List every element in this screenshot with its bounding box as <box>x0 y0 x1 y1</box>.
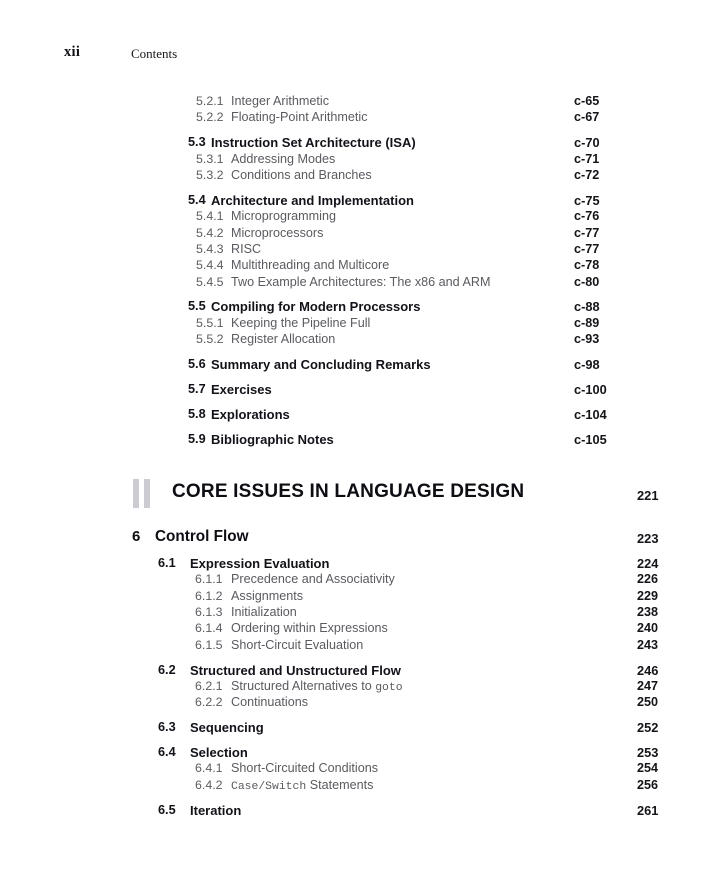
entry-number: 6.1 <box>158 556 176 570</box>
toc-subsection-row[interactable] <box>0 242 721 258</box>
entry-title: Summary and Concluding Remarks <box>211 356 431 372</box>
entry-title: Structured Alternatives to goto <box>231 679 403 694</box>
chapter-number: 6 <box>132 528 141 545</box>
toc-section-row[interactable] <box>0 299 721 315</box>
entry-title: Case/Switch Statements <box>231 777 374 793</box>
toc-section-row[interactable] <box>0 432 721 448</box>
entry-number: 5.3 <box>188 135 206 150</box>
entry-number: 5.2.2 <box>196 110 224 125</box>
toc-section-row[interactable] <box>0 135 721 151</box>
entry-number: 5.3.2 <box>196 167 224 182</box>
toc-subsection-row[interactable] <box>0 605 721 621</box>
entry-page-number: 226 <box>637 572 659 587</box>
entry-title: Precedence and Associativity <box>231 572 395 587</box>
entry-title: Selection <box>190 745 248 761</box>
toc-subsection-row[interactable] <box>0 226 721 242</box>
entry-page-number: c-77 <box>574 241 600 256</box>
entry-page-number: 252 <box>637 720 659 736</box>
entry-page-number: 253 <box>637 745 659 761</box>
toc-section-row[interactable] <box>0 382 721 398</box>
entry-title: Integer Arithmetic <box>231 94 329 108</box>
toc-section-row[interactable] <box>0 556 721 572</box>
entry-title: Two Example Architectures: The x86 and ARM <box>231 274 491 289</box>
chapter-heading[interactable] <box>0 528 721 554</box>
entry-page-number: c-71 <box>574 151 600 166</box>
toc-subsection-row[interactable] <box>0 761 721 777</box>
entry-number: 5.3.1 <box>196 151 224 166</box>
entry-number: 5.5.1 <box>196 315 224 330</box>
entry-page-number: c-88 <box>574 299 600 315</box>
entry-number: 5.4.1 <box>196 209 224 224</box>
toc-subsection-row[interactable] <box>0 94 721 110</box>
entry-title: Conditions and Branches <box>231 167 372 182</box>
entry-title: Short-Circuit Evaluation <box>231 637 364 652</box>
entry-number: 6.5 <box>158 802 176 817</box>
entry-page-number: 254 <box>637 761 659 776</box>
entry-page-number: 247 <box>637 679 659 693</box>
toc-section-row[interactable] <box>0 357 721 373</box>
entry-number: 5.8 <box>188 406 206 421</box>
running-head-title: Contents <box>131 46 178 61</box>
entry-page-number: c-104 <box>574 406 607 422</box>
entry-page-number: 240 <box>637 621 659 636</box>
entry-page-number: 250 <box>637 695 659 710</box>
toc-subsection-row[interactable] <box>0 778 721 794</box>
entry-page-number: c-93 <box>574 332 600 347</box>
entry-title: Compiling for Modern Processors <box>211 299 421 315</box>
toc-chapter5-entries <box>0 94 721 448</box>
entry-number: 5.7 <box>188 381 206 396</box>
entry-title: Iteration <box>190 802 242 818</box>
entry-number: 5.9 <box>188 431 206 446</box>
entry-page-number: c-89 <box>574 315 600 330</box>
entry-page-number: c-65 <box>574 94 600 108</box>
entry-page-number: 256 <box>637 777 659 792</box>
entry-number: 6.2.1 <box>195 679 223 693</box>
entry-title: Bibliographic Notes <box>211 431 334 447</box>
entry-number: 6.1.4 <box>195 621 223 636</box>
entry-title: Microprocessors <box>231 225 324 240</box>
entry-page-number: c-70 <box>574 135 600 151</box>
entry-title: Initialization <box>231 605 297 620</box>
part-number-mark <box>133 479 151 508</box>
entry-number: 5.6 <box>188 356 206 371</box>
page-folio: xii <box>64 44 81 60</box>
toc-section-row[interactable] <box>0 720 721 736</box>
toc-subsection-row[interactable] <box>0 152 721 168</box>
entry-title: Architecture and Implementation <box>211 192 414 208</box>
toc-section-row[interactable] <box>0 193 721 209</box>
toc-subsection-row[interactable] <box>0 275 721 291</box>
entry-number: 6.2 <box>158 662 176 677</box>
entry-number: 6.3 <box>158 720 176 735</box>
entry-page-number: c-67 <box>574 110 600 125</box>
entry-page-number: c-76 <box>574 209 600 224</box>
toc-subsection-row[interactable] <box>0 589 721 605</box>
entry-title: Floating-Point Arithmetic <box>231 110 368 125</box>
entry-page-number: c-80 <box>574 274 600 289</box>
toc-subsection-row[interactable] <box>0 679 721 695</box>
part-divider[interactable] <box>0 476 721 520</box>
entry-title: Keeping the Pipeline Full <box>231 315 371 330</box>
toc-subsection-row[interactable] <box>0 695 721 711</box>
entry-page-number: 261 <box>637 802 659 818</box>
entry-number: 6.4.2 <box>195 777 223 792</box>
entry-page-number: c-77 <box>574 225 600 240</box>
toc-subsection-row[interactable] <box>0 168 721 184</box>
entry-title: Assignments <box>231 588 304 603</box>
toc-section-row[interactable] <box>0 407 721 423</box>
toc-subsection-row[interactable] <box>0 209 721 225</box>
toc-subsection-row[interactable] <box>0 638 721 654</box>
entry-page-number: c-100 <box>574 381 607 397</box>
entry-page-number: 246 <box>637 662 659 678</box>
toc-subsection-row[interactable] <box>0 332 721 348</box>
toc-chapter6-entries <box>0 556 721 819</box>
entry-number: 6.2.2 <box>195 695 223 710</box>
entry-page-number: c-98 <box>574 356 600 372</box>
entry-number: 6.1.1 <box>195 572 223 587</box>
entry-title: Sequencing <box>190 720 264 736</box>
entry-title: Short-Circuited Conditions <box>231 761 378 776</box>
entry-title: Register Allocation <box>231 332 336 347</box>
entry-page-number: 238 <box>637 605 659 620</box>
entry-title: Structured and Unstructured Flow <box>190 662 401 678</box>
toc-subsection-row[interactable] <box>0 258 721 274</box>
entry-page-number: c-75 <box>574 192 600 208</box>
entry-title: Ordering within Expressions <box>231 621 388 636</box>
entry-number: 5.4 <box>188 192 206 207</box>
entry-number: 6.1.5 <box>195 637 223 652</box>
entry-title-code: Case/Switch <box>231 780 307 793</box>
entry-title: Instruction Set Architecture (ISA) <box>211 135 416 151</box>
toc-subsection-row[interactable] <box>0 572 721 588</box>
entry-page-number: 229 <box>637 588 659 603</box>
toc-section-row[interactable] <box>0 663 721 679</box>
chapter-page-number: 223 <box>637 531 659 546</box>
entry-title: Exercises <box>211 381 272 397</box>
entry-title: RISC <box>231 241 262 256</box>
entry-number: 5.4.3 <box>196 241 224 256</box>
toc-subsection-row[interactable] <box>0 316 721 332</box>
entry-number: 6.1.2 <box>195 588 223 603</box>
entry-title: Continuations <box>231 695 309 710</box>
entry-number: 5.2.1 <box>196 94 224 108</box>
toc-section-row[interactable] <box>0 803 721 819</box>
entry-title: Expression Evaluation <box>190 556 330 571</box>
entry-number: 5.4.5 <box>196 274 224 289</box>
toc-section-row[interactable] <box>0 745 721 761</box>
entry-page-number: c-78 <box>574 258 600 273</box>
entry-title: Multithreading and Multicore <box>231 258 390 273</box>
chapter-title: Control Flow <box>155 528 249 545</box>
entry-title: Addressing Modes <box>231 151 336 166</box>
entry-page-number: c-72 <box>574 167 600 182</box>
entry-number: 5.4.2 <box>196 225 224 240</box>
toc-subsection-row[interactable] <box>0 110 721 126</box>
entry-page-number: 243 <box>637 637 659 652</box>
entry-number: 5.5 <box>188 299 206 314</box>
entry-number: 5.5.2 <box>196 332 224 347</box>
entry-number: 6.1.3 <box>195 605 223 620</box>
entry-number: 5.4.4 <box>196 258 224 273</box>
running-head <box>0 44 721 64</box>
entry-title-code: goto <box>375 682 403 694</box>
entry-page-number: c-105 <box>574 431 607 447</box>
toc-subsection-row[interactable] <box>0 621 721 637</box>
part-page-number: 221 <box>637 488 659 503</box>
entry-title: Explorations <box>211 406 290 422</box>
entry-page-number: 224 <box>637 556 659 571</box>
entry-number: 6.4.1 <box>195 761 223 776</box>
entry-number: 6.4 <box>158 745 176 760</box>
entry-title: Microprogramming <box>231 209 336 224</box>
part-title: CORE ISSUES IN LANGUAGE DESIGN <box>172 481 525 502</box>
